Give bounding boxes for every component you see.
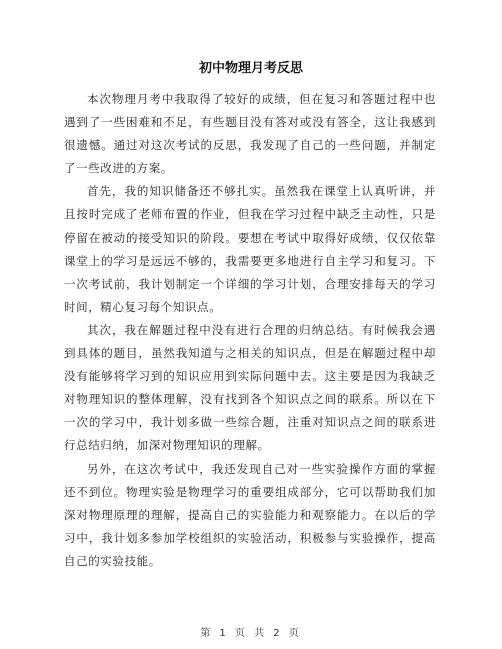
paragraph-intro: 本次物理月考中我取得了较好的成绩，但在复习和答题过程中也遇到了一些困难和不足，有些题目没有答对或没有答全，这让我感到很遗憾。通过对这次考试的反思，我发现了自己的一些问题，并制定了一些改进的方案。 — [64, 92, 436, 176]
paragraph-second-point: 其次，我在解题过程中没有进行合理的归纳总结。有时候我会遇到具体的题目，虽然我知道与之相关的知识点，但是在解题过程中却没有能够将学习到的知识应用到实际问题中去。这主要是因为我缺乏对物理知识的整体理解，没有找到各个知识点之间的联系。所以在下一次的学习中，我计划多做一些综合题，注重对知识点之间的联系进行总结归纳，加深对物理知识的理解。 — [64, 322, 436, 453]
paragraph-third-point: 另外，在这次考试中，我还发现自己对一些实验操作方面的掌握还不到位。物理实验是物理学习的重要组成部分，它可以帮助我们加深对物理原理的理解，提高自己的实验能力和观察能力。在以后的学习中，我计划多参加学校组织的实验活动，积极参与实验操作，提高自己的实验技能。 — [64, 461, 436, 568]
document-body — [64, 88, 436, 573]
document-title: 初中物理月考反思 — [198, 61, 303, 76]
page-number-footer: 第 1 页 共 2 页 — [200, 628, 302, 639]
paragraph-first-point: 首先，我的知识储备还不够扎实。虽然我在课堂上认真听讲，并且按时完成了老师布置的作业，但我在学习过程中缺乏主动性，只是停留在被动的接受知识的阶段。要想在考试中取得好成绩，仅仅依靠课堂上的学习是远远不够的，我需要更多地进行自主学习和复习。下一次考试前，我计划制定一个详细的学习计划，合理安排每天的学习时间，精心复习每个知识点。 — [64, 184, 436, 314]
